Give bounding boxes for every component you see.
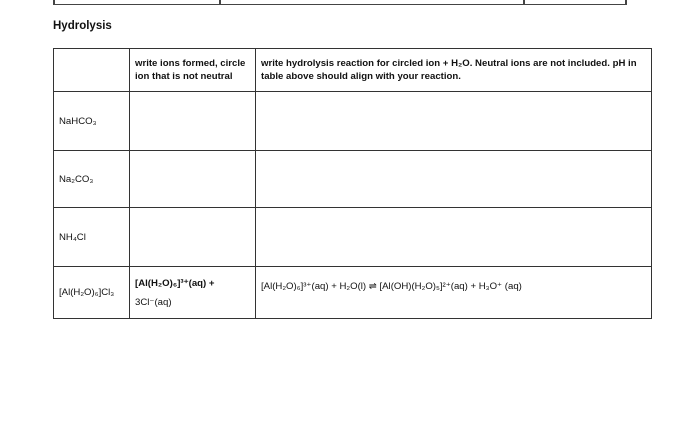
- table-row: [54, 208, 652, 267]
- ions-cell[interactable]: [130, 208, 256, 267]
- ions-cell[interactable]: [130, 92, 256, 151]
- reaction-cell[interactable]: [256, 267, 652, 319]
- top-table-border-tick: [219, 0, 221, 4]
- ions-line-1: [Al(H₂O)₆]³⁺(aq) +: [135, 277, 215, 289]
- reaction-text: [Al(H₂O)₆]³⁺(aq) + H₂O(l) ⇌ [Al(OH)(H₂O)₅]²⁺(aq) + H₃O⁺ (aq): [261, 280, 522, 292]
- reaction-cell[interactable]: [256, 208, 652, 267]
- table-row: [54, 151, 652, 208]
- header-compound: [54, 49, 130, 92]
- top-table-border-tick: [625, 0, 627, 4]
- compound-cell: NaHCO₃: [54, 92, 130, 151]
- section-title: Hydrolysis: [53, 20, 112, 32]
- top-table-border: [53, 0, 627, 5]
- header-ions-formed: write ions formed, circle ion that is not neutral: [130, 49, 256, 92]
- compound-cell: NH₄Cl: [54, 208, 130, 267]
- ions-line-2: 3Cl⁻(aq): [135, 296, 172, 308]
- reaction-cell[interactable]: [256, 151, 652, 208]
- reaction-cell[interactable]: [256, 92, 652, 151]
- ions-cell[interactable]: [130, 151, 256, 208]
- top-table-border-tick: [53, 0, 55, 4]
- hydrolysis-table: [53, 48, 652, 319]
- table-row: [54, 267, 652, 319]
- table-header-row: [54, 49, 652, 92]
- compound-cell: Na₂CO₃: [54, 151, 130, 208]
- top-table-border-tick: [523, 0, 525, 4]
- ions-cell[interactable]: [130, 267, 256, 319]
- header-hydrolysis-reaction: write hydrolysis reaction for circled ion + H₂O. Neutral ions are not included. pH in table above should align with your reaction.: [256, 49, 652, 92]
- table-row: [54, 92, 652, 151]
- compound-cell: [Al(H₂O)₆]Cl₃: [54, 267, 130, 319]
